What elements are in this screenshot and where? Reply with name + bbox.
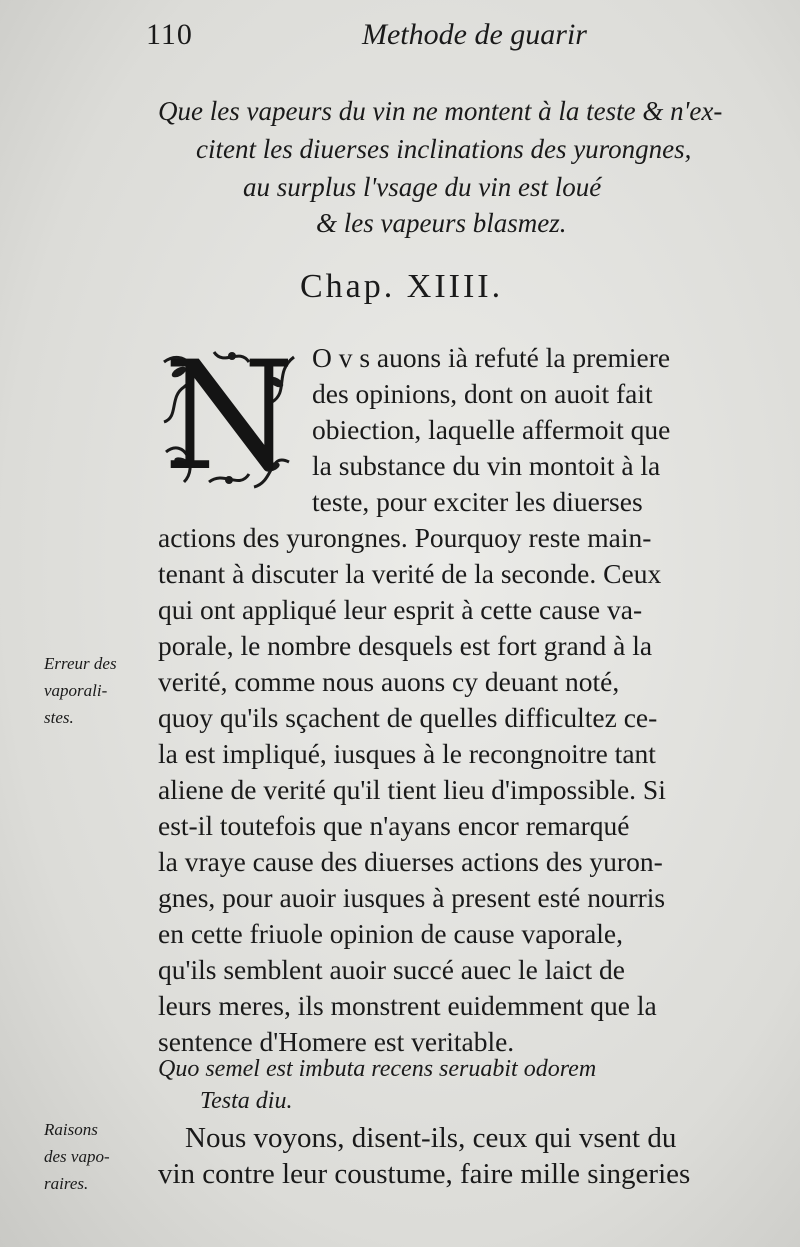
text-line: quoy qu'ils sçachent de quelles difficultez ce- [158, 702, 658, 733]
text-line: actions des yurongnes. Pourquoy reste main- [158, 522, 652, 553]
latin-quote-line: Testa diu. [200, 1088, 293, 1114]
heading-line: & les vapeurs blasmez. [316, 208, 567, 238]
text-line: qu'ils semblent auoir succé auec le laict de [158, 954, 625, 985]
text-line: leurs meres, ils monstrent euidemment que la [158, 990, 657, 1021]
text-line: gnes, pour auoir iusques à present esté nourris [158, 882, 666, 913]
margin-note-line: vaporali- [44, 681, 108, 700]
margin-note-line: stes. [44, 708, 74, 727]
text-line: porale, le nombre desquels est fort grand à la [158, 630, 653, 661]
text-line: la est impliqué, iusques à le recongnoitre tant [158, 738, 656, 769]
heading-line: citent les diuerses inclinations des yurongnes, [196, 134, 692, 164]
text-line: O v s auons ià refuté la premiere [312, 342, 671, 373]
margin-note [44, 650, 117, 731]
margin-note-line: Erreur des [44, 654, 117, 673]
running-title: Methode de guarir [362, 18, 587, 51]
text-line: teste, pour exciter les diuerses [312, 486, 643, 517]
margin-note [44, 1116, 110, 1197]
text-line: qui ont appliqué leur esprit à cette cause va- [158, 594, 643, 625]
text-line: aliene de verité qu'il tient lieu d'impossible. Si [158, 774, 666, 805]
ornamental-initial-icon [154, 330, 304, 504]
text-line: la vraye cause des diuerses actions des yuron- [158, 846, 663, 877]
page-number: 110 [146, 18, 193, 51]
text-line: vin contre leur coustume, faire mille singeries [158, 1158, 691, 1190]
text-line: sentence d'Homere est veritable. [158, 1026, 515, 1057]
text-line: des opinions, dont on auoit fait [312, 378, 653, 409]
margin-note-line: raires. [44, 1174, 89, 1193]
heading-line: au surplus l'vsage du vin est loué [243, 172, 602, 202]
text-line: est-il toutefois que n'ayans encor remarqué [158, 810, 630, 841]
latin-quote-line: Quo semel est imbuta recens seruabit odorem [158, 1056, 597, 1082]
text-line: verité, comme nous auons cy deuant noté, [158, 666, 620, 697]
text-line: Nous voyons, disent-ils, ceux qui vsent du [185, 1122, 677, 1154]
chapter-title: Chap. XIIII. [300, 268, 504, 305]
text-line: la substance du vin montoit à la [312, 450, 661, 481]
heading-line: Que les vapeurs du vin ne montent à la teste & n'ex- [158, 96, 723, 126]
margin-note-line: Raisons [44, 1120, 98, 1139]
initial-letter: N [163, 330, 295, 504]
margin-note-line: des vapo- [44, 1147, 110, 1166]
text-line: tenant à discuter la verité de la seconde. Ceux [158, 558, 662, 589]
text-line: en cette friuole opinion de cause vaporale, [158, 918, 624, 949]
text-line: obiection, laquelle affermoit que [312, 414, 671, 445]
